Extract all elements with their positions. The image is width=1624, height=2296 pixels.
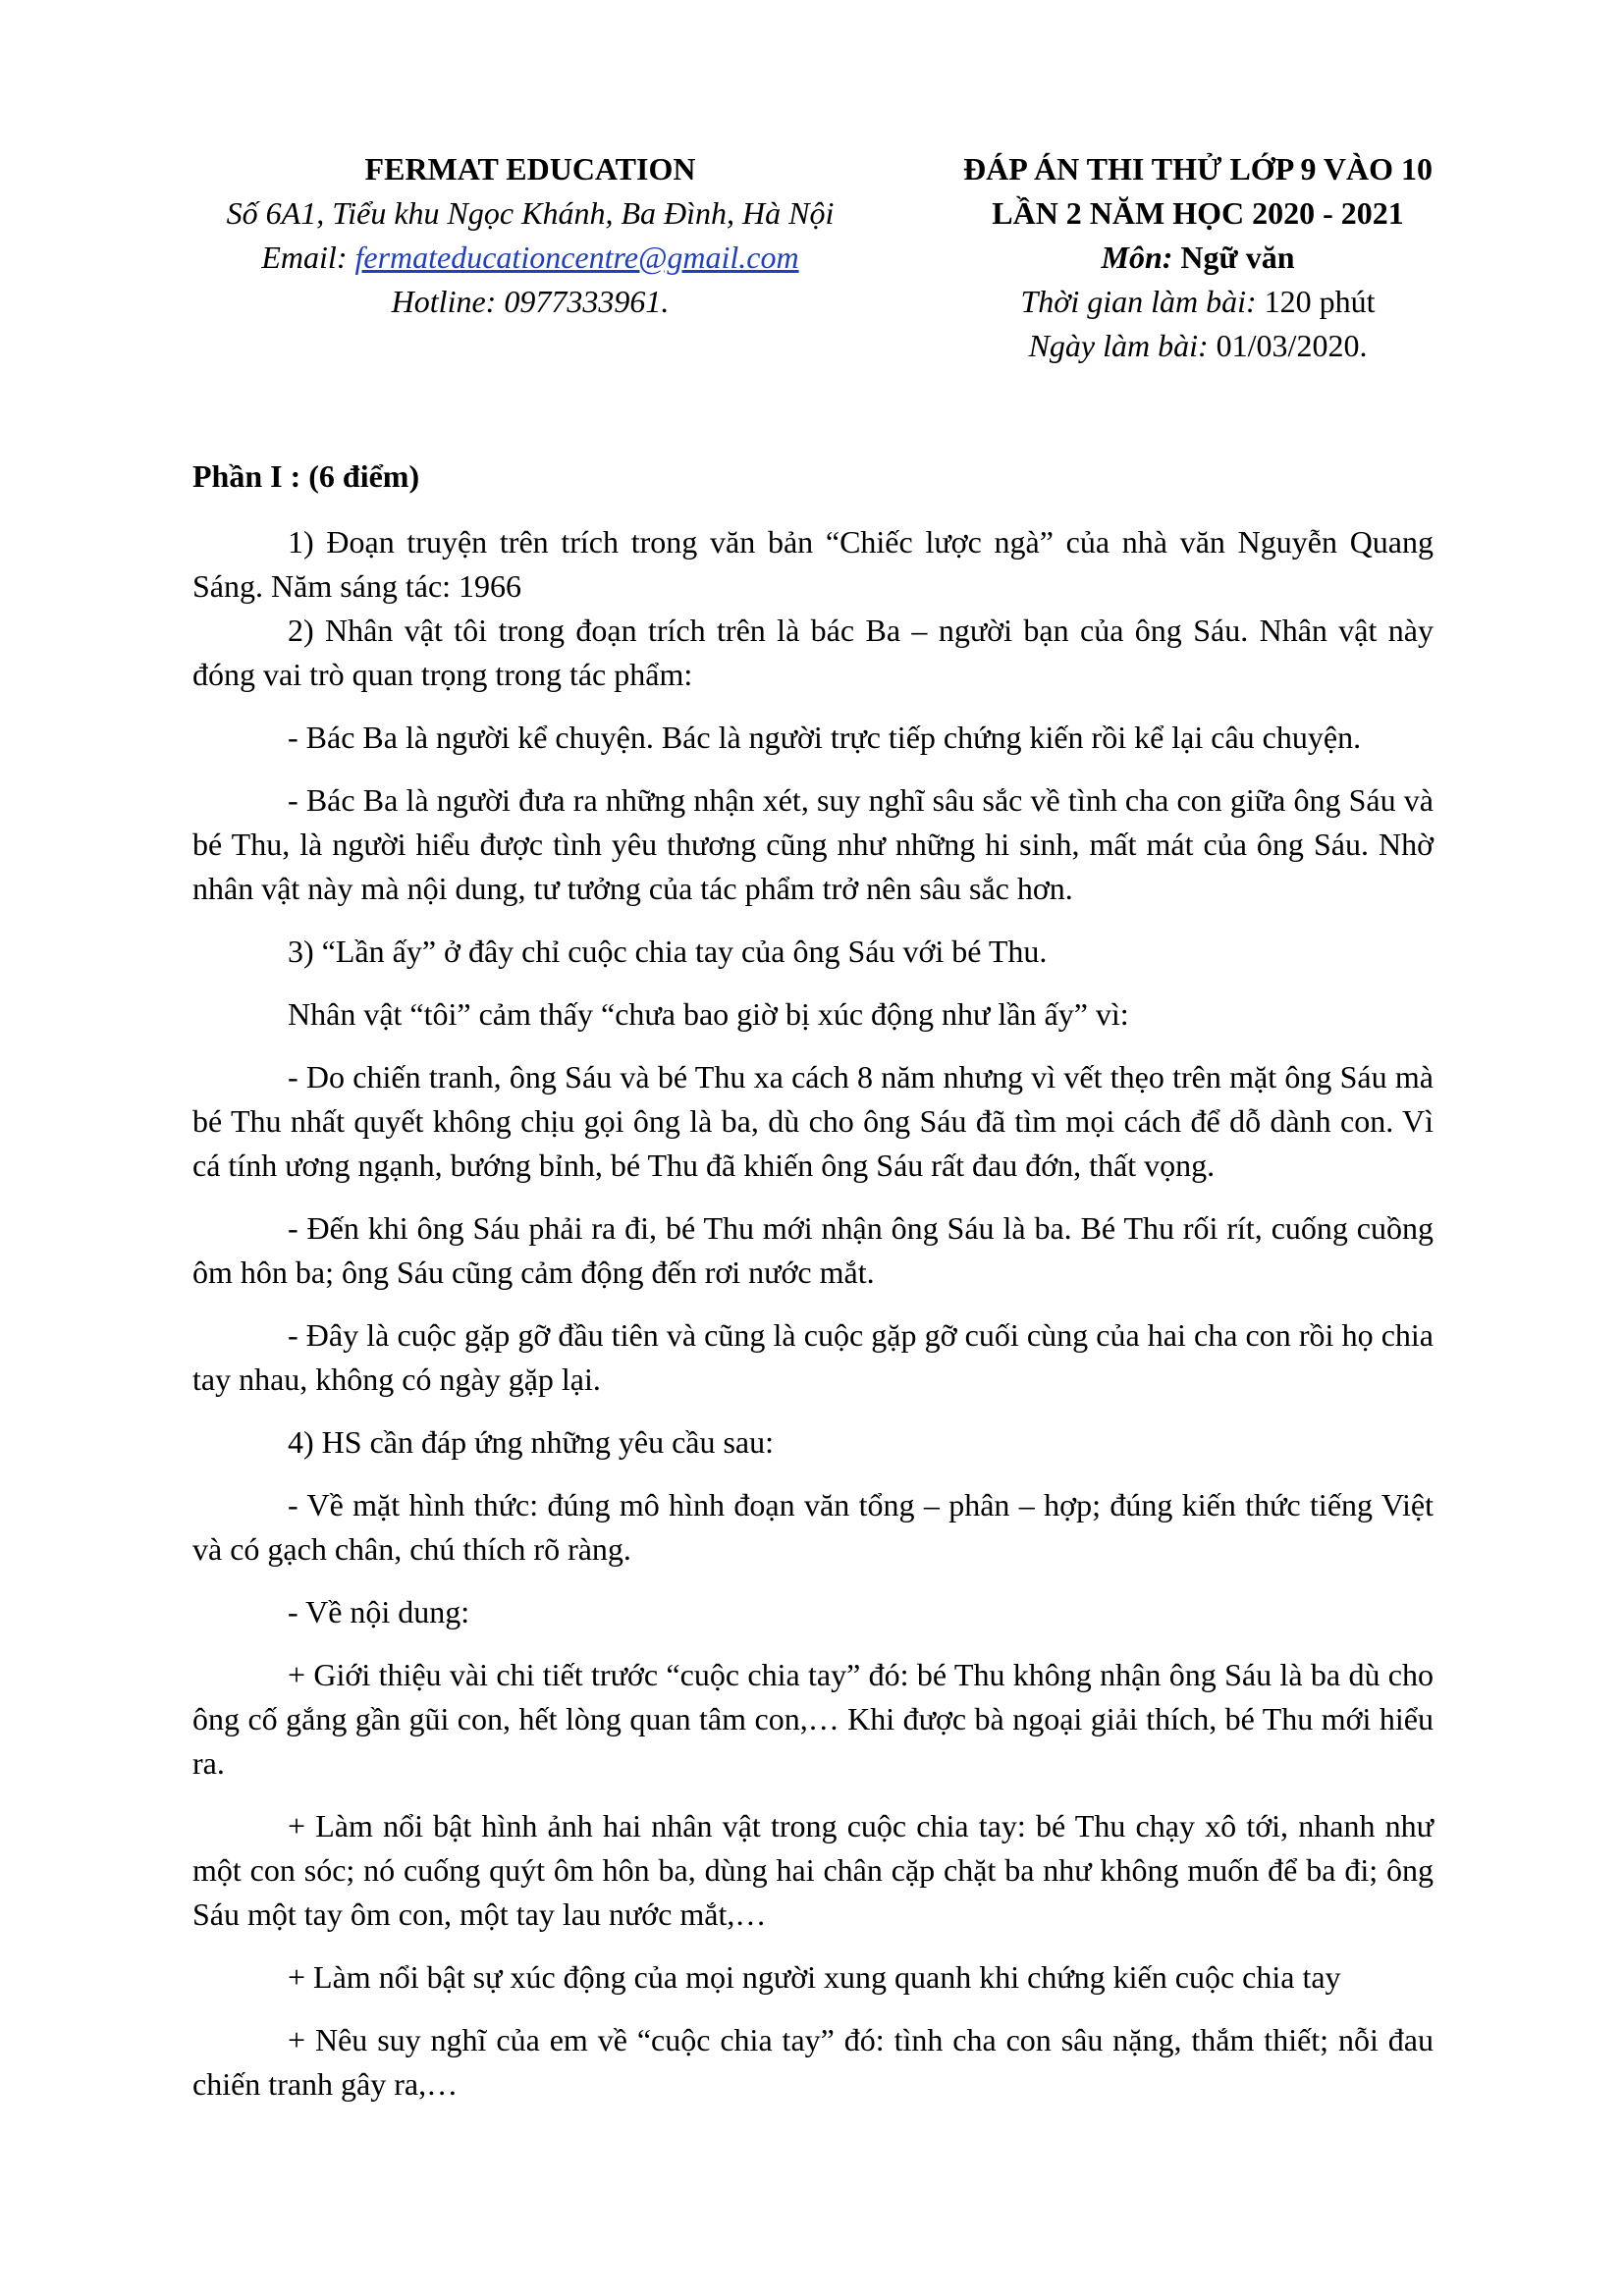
duration-value: 120 phút (1256, 284, 1376, 319)
answer-paragraph: 4) HS cần đáp ứng những yêu cầu sau: (288, 1424, 775, 1460)
answer-paragraph: - Đây là cuộc gặp gỡ đầu tiên và cũng là cuộc gặp gỡ cuối cùng của hai cha con rồi họ chia tay nhau, không có ngày gặp lại. (192, 1317, 1434, 1397)
answer-paragraph: - Bác Ba là người đưa ra những nhận xét, suy nghĩ sâu sắc về tình cha con giữa ông Sáu và bé Thu, là người hiểu được tình yêu thương cũng như những hi sinh, mất mát của ông Sáu. Nhờ nhân vật này mà nội dung, tư tưởng của tác phẩm trở nên sâu sắc hơn. (192, 782, 1434, 906)
answer-content (192, 454, 1434, 2125)
answer-paragraph: - Đến khi ông Sáu phải ra đi, bé Thu mới nhận ông Sáu là ba. Bé Thu rối rít, cuống cuồng ôm hôn ba; ông Sáu cũng cảm động đến rơi nước mắt. (192, 1210, 1434, 1290)
exam-title-line-1: ĐÁP ÁN THI THỬ LỚP 9 VÀO 10 (963, 151, 1433, 187)
answer-paragraph: + Giới thiệu vài chi tiết trước “cuộc chia tay” đó: bé Thu không nhận ông Sáu là ba dù cho ông cố gắng gần gũi con, hết lòng quan tâm con,… Khi được bà ngoại giải thích, bé Thu mới hiểu ra. (192, 1657, 1434, 1781)
exam-date (893, 324, 1502, 368)
answer-paragraph: 3) “Lần ấy” ở đây chỉ cuộc chia tay của ông Sáu với bé Thu. (288, 934, 1048, 969)
header-exam-block (893, 147, 1502, 368)
exam-duration (893, 280, 1502, 324)
date-label: Ngày làm bài: (1028, 328, 1209, 363)
exam-title-line-2: LẦN 2 NĂM HỌC 2020 - 2021 (992, 195, 1404, 231)
date-value: 01/03/2020. (1208, 328, 1368, 363)
answer-paragraph: - Bác Ba là người kể chuyện. Bác là người trực tiếp chứng kiến rồi kể lại câu chuyện. (288, 720, 1362, 755)
email-label: Email: (261, 240, 355, 275)
exam-subject (893, 236, 1502, 280)
answer-paragraph: 1) Đoạn truyện trên trích trong văn bản “Chiếc lược ngà” của nhà văn Nguyễn Quang Sáng. Năm sáng tác: 1966 (192, 524, 1434, 604)
section-title: Phần I : (6 điểm) (192, 458, 420, 494)
answer-paragraph: - Về nội dung: (288, 1594, 470, 1629)
header-organization-block (177, 147, 884, 324)
answer-paragraph: + Làm nổi bật hình ảnh hai nhân vật trong cuộc chia tay: bé Thu chạy xô tới, nhanh như một con sóc; nó cuống quýt ôm hôn ba, dùng hai chân cặp chặt ba như không muốn để ba đi; ông Sáu một tay ôm con, một tay lau nước mắt,… (192, 1808, 1434, 1932)
subject-label: Môn: (1101, 240, 1173, 275)
answer-paragraph: 2) Nhân vật tôi trong đoạn trích trên là bác Ba – người bạn của ông Sáu. Nhân vật này đóng vai trò quan trọng trong tác phẩm: (192, 613, 1434, 692)
answer-paragraph: - Về mặt hình thức: đúng mô hình đoạn văn tổng – phân – hợp; đúng kiến thức tiếng Việt và có gạch chân, chú thích rõ ràng. (192, 1487, 1434, 1567)
answer-paragraph: + Làm nổi bật sự xúc động của mọi người xung quanh khi chứng kiến cuộc chia tay (288, 1959, 1341, 1995)
organization-hotline: Hotline: 0977333961. (391, 284, 670, 319)
answer-paragraph: - Do chiến tranh, ông Sáu và bé Thu xa cách 8 năm nhưng vì vết thẹo trên mặt ông Sáu mà bé Thu nhất quyết không chịu gọi ông là ba, dù cho ông Sáu đã tìm mọi cách để dỗ dành con. Vì cá tính ương ngạnh, bướng bỉnh, bé Thu đã khiến ông Sáu rất đau đớn, thất vọng. (192, 1059, 1434, 1183)
email-link[interactable]: fermateducationcentre@gmail.com (354, 240, 799, 275)
answer-paragraph: Nhân vật “tôi” cảm thấy “chưa bao giờ bị xúc động như lần ấy” vì: (288, 996, 1129, 1032)
subject-value: Ngữ văn (1172, 240, 1295, 275)
duration-label: Thời gian làm bài: (1020, 284, 1257, 319)
answer-paragraph: + Nêu suy nghĩ của em về “cuộc chia tay” đó: tình cha con sâu nặng, thắm thiết; nỗi đau chiến tranh gây ra,… (192, 2022, 1434, 2102)
organization-email-line (177, 236, 884, 280)
organization-address: Số 6A1, Tiểu khu Ngọc Khánh, Ba Đình, Hà Nội (226, 195, 835, 231)
organization-name: FERMAT EDUCATION (364, 151, 696, 187)
